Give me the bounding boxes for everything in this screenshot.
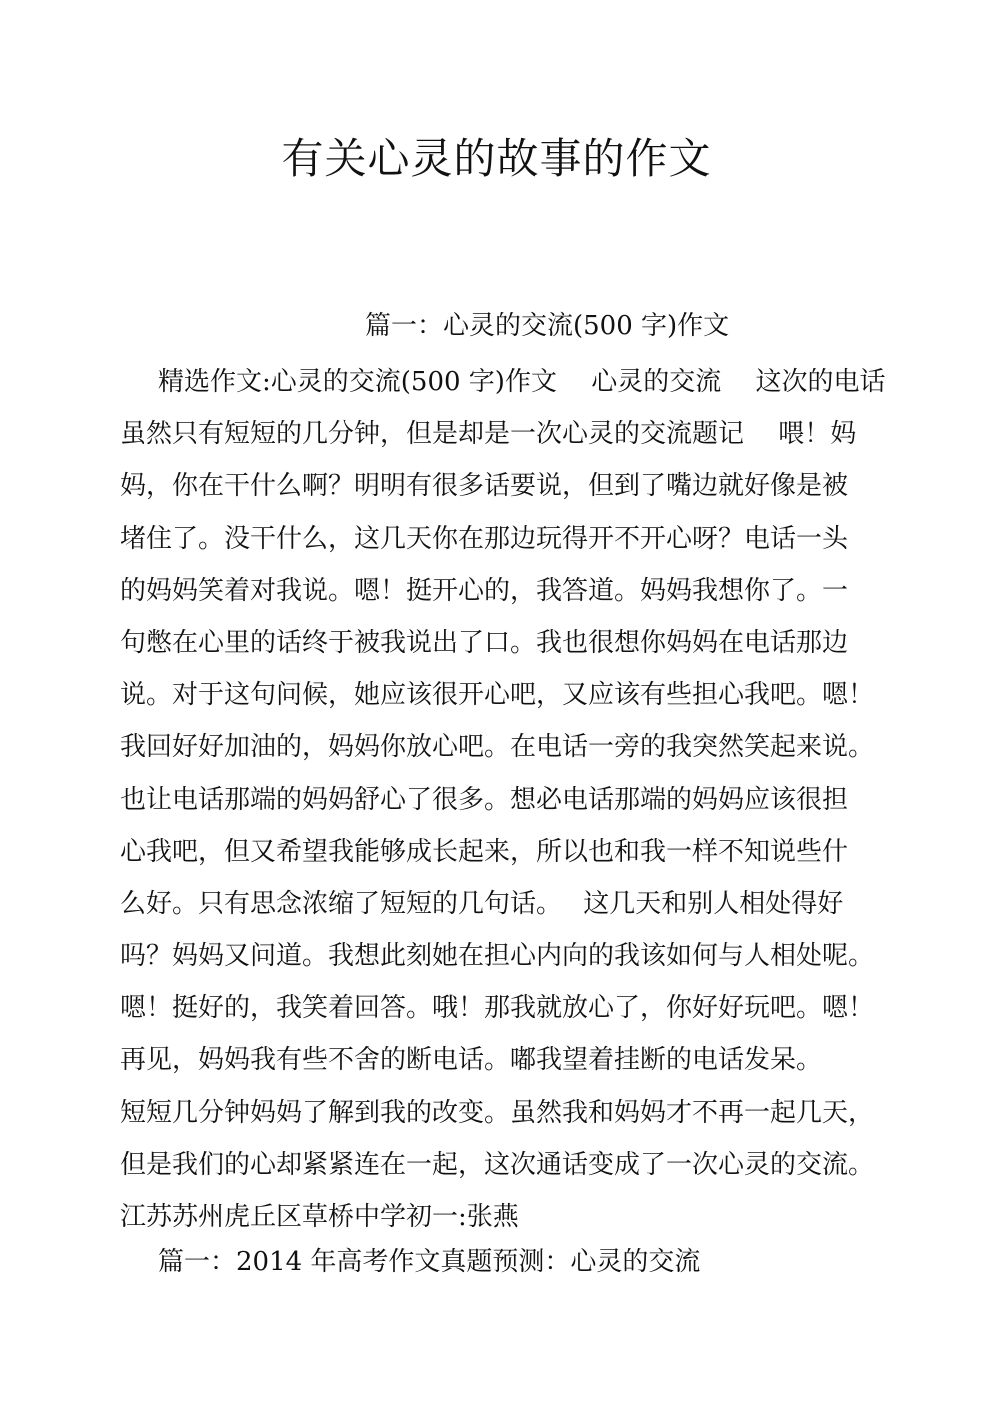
body-line: 但是我们的心却紧紧连在一起，这次通话变成了一次心灵的交流。 bbox=[120, 1149, 875, 1180]
body-line: 说。对于这句问候，她应该很开心吧，又应该有些担心我吧。嗯！ bbox=[120, 680, 875, 711]
body-line: 江苏苏州虎丘区草桥中学初一:张燕 bbox=[120, 1202, 519, 1232]
body-line: 虽然只有短短的几分钟，但是却是一次心灵的交流题记 喂！妈 bbox=[120, 419, 857, 450]
body-line: 的妈妈笑着对我说。嗯！挺开心的，我答道。妈妈我想你了。一 bbox=[120, 575, 849, 606]
body-line: 再见，妈妈我有些不舍的断电话。嘟我望着挂断的电话发呆。 bbox=[120, 1045, 823, 1076]
body-line: 妈，你在干什么啊？明明有很多话要说，但到了嘴边就好像是被 bbox=[120, 471, 849, 502]
body-line: 嗯！挺好的，我笑着回答。哦！那我就放心了，你好好玩吧。嗯！ bbox=[120, 993, 875, 1024]
section-heading-1: 篇一：心灵的交流(500 字)作文 bbox=[365, 311, 730, 341]
body-line: 精选作文:心灵的交流(500 字)作文 心灵的交流 这次的电话 bbox=[158, 367, 886, 397]
body-line: 短短几分钟妈妈了解到我的改变。虽然我和妈妈才不再一起几天， bbox=[120, 1097, 875, 1128]
body-line: 句憋在心里的话终于被我说出了口。我也很想你妈妈在电话那边 bbox=[120, 627, 849, 658]
body-line: 心我吧，但又希望我能够成长起来，所以也和我一样不知说些什 bbox=[120, 836, 849, 867]
document-title: 有关心灵的故事的作文 bbox=[281, 134, 712, 183]
body-line: 吗？妈妈又问道。我想此刻她在担心内向的我该如何与人相处呢。 bbox=[120, 941, 875, 972]
body-line: 么好。只有思念浓缩了短短的几句话。 这几天和别人相处得好 bbox=[120, 888, 844, 919]
body-line: 堵住了。没干什么，这几天你在那边玩得开不开心呀？电话一头 bbox=[120, 523, 849, 554]
body-line: 我回好好加油的，妈妈你放心吧。在电话一旁的我突然笑起来说。 bbox=[120, 732, 875, 763]
essay-body bbox=[120, 356, 890, 1243]
body-line: 也让电话那端的妈妈舒心了很多。想必电话那端的妈妈应该很担 bbox=[120, 784, 849, 815]
section-heading-2: 篇一：2014 年高考作文真题预测：心灵的交流 bbox=[158, 1247, 701, 1277]
